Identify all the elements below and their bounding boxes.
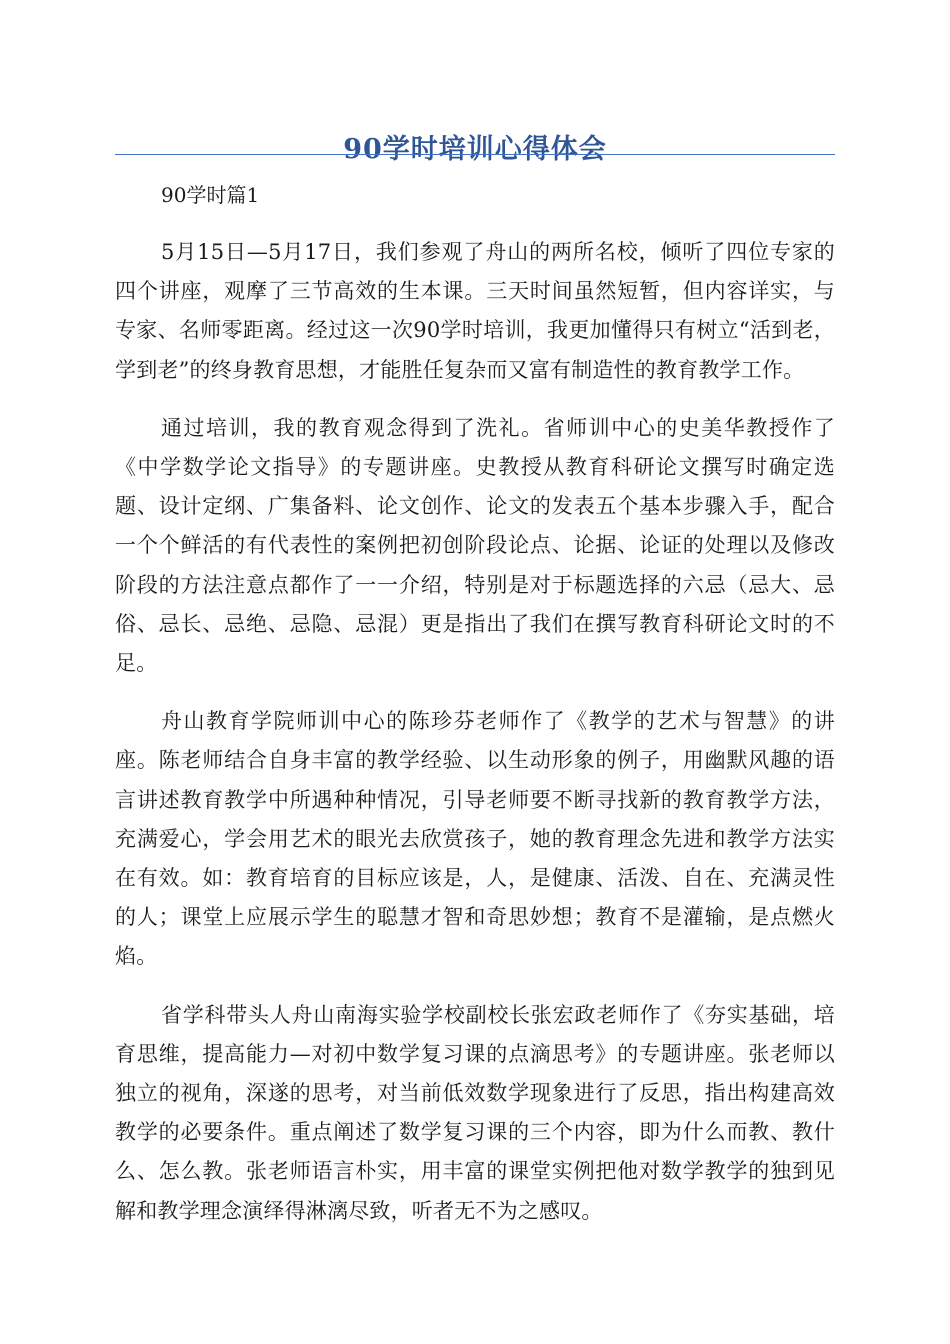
paragraph-2: 通过培训，我的教育观念得到了洗礼。省师训中心的史美华教授作了《中学数学论文指导》的专题讲座。史教授从教育科研论文撰写时确定选题、设计定纲、广集备料、论文创作、论文的发表五个基本步骤入手，配合一个个鲜活的有代表性的案例把初创阶段论点、论据、论证的处理以及修改阶段的方法注意点都作了一一介绍，特别是对于标题选择的六忌（忌大、忌俗、忌长、忌绝、忌隐、忌混）更是指出了我们在撰写教育科研论文时的不足。 xyxy=(115,415,835,676)
paragraph-1: 5月15日—5月17日，我们参观了舟山的两所名校，倾听了四位专家的四个讲座，观摩了三节高效的生本课。三天时间虽然短暂，但内容详实，与专家、名师零距离。经过这一次90学时培训，我更加懂得只有树立“活到老，学到老”的终身教育思想，才能胜任复杂而又富有制造性的教育教学工作。 xyxy=(115,240,835,382)
paragraph-3: 舟山教育学院师训中心的陈珍芬老师作了《教学的艺术与智慧》的讲座。陈老师结合自身丰富的教学经验、以生动形象的例子，用幽默风趣的语言讲述教育教学中所遇种种情况，引导老师要不断寻找新的教育教学方法，充满爱心，学会用艺术的眼光去欣赏孩子，她的教育理念先进和教学方法实在有效。如：教育培育的目标应该是，人，是健康、活泼、自在、充满灵性的人；课堂上应展示学生的聪慧才智和奇思妙想；教育不是灌输，是点燃火焰。 xyxy=(115,709,835,969)
section-heading: 90学时篇1 xyxy=(161,183,260,207)
document-title: 90学时培训心得体会 xyxy=(343,134,607,166)
document-body xyxy=(115,176,835,1250)
title-underline xyxy=(115,154,835,155)
paragraph-4: 省学科带头人舟山南海实验学校副校长张宏政老师作了《夯实基础，培育思维，提高能力—对初中数学复习课的点滴思考》的专题讲座。张老师以独立的视角，深遂的思考，对当前低效数学现象进行了反思，指出构建高效教学的必要条件。重点阐述了数学复习课的三个内容，即为什么而教、教什么、怎么教。张老师语言朴实，用丰富的课堂实例把他对数学教学的独到见解和教学理念演绎得淋漓尽致，听者无不为之感叹。 xyxy=(115,1002,835,1223)
